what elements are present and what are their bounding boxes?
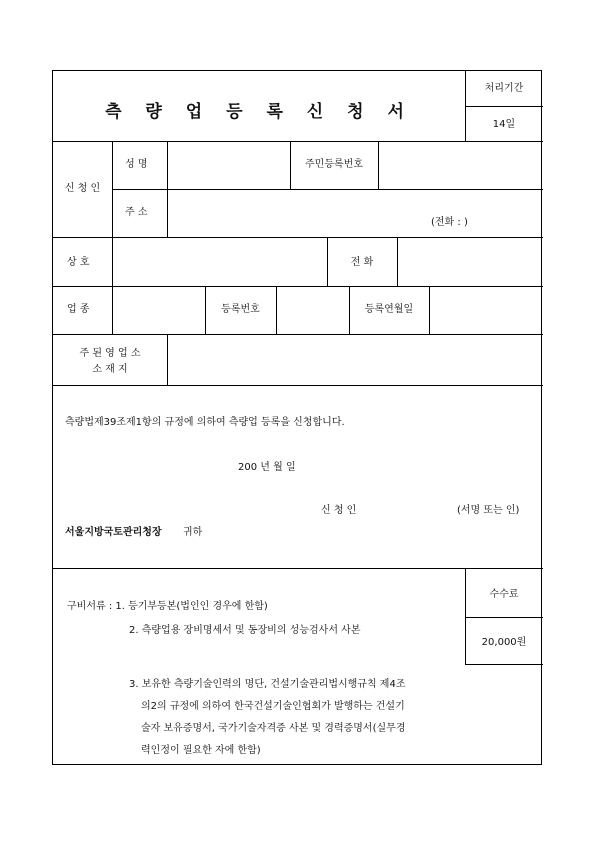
divider [53, 237, 543, 238]
divider [112, 189, 543, 190]
processing-period-value: 14일 [492, 119, 516, 130]
divider [465, 568, 466, 664]
main-office-label: 주 된 영 업 소 [79, 348, 141, 359]
trade-name-field[interactable] [114, 239, 326, 283]
resident-number-field[interactable] [380, 143, 540, 187]
divider [276, 286, 277, 334]
signer-label: 신 청 인 [321, 505, 357, 516]
required-documents-item-3-line: 술자 보유증명서, 국가기술자격증 사본 및 경력증명서(실무경 [141, 723, 406, 734]
divider [53, 286, 543, 287]
addressee-honorific: 귀하 [183, 527, 203, 538]
business-phone-label: 전 화 [350, 257, 374, 268]
location-label: 소 재 지 [92, 364, 128, 375]
divider [429, 286, 430, 334]
address-phone-note: (전화 : ) [431, 217, 468, 228]
divider [53, 385, 543, 386]
registration-date-field[interactable] [431, 288, 539, 332]
signature-note: (서명 또는 인) [457, 505, 520, 516]
divider [167, 334, 168, 385]
addressee: 서울지방국토관리청장 [65, 527, 162, 538]
resident-number-label: 주민등록번호 [305, 159, 363, 170]
required-documents-item-2: 2. 측량업용 장비명세서 및 동장비의 성능검사서 사본 [129, 625, 361, 636]
divider [53, 141, 543, 142]
required-documents-item-1: 구비서류 : 1. 등기부등본(법인인 경우에 한함) [67, 601, 268, 612]
address-field[interactable] [169, 191, 539, 235]
divider [465, 664, 543, 665]
signature-field[interactable] [371, 499, 451, 521]
divider [53, 334, 543, 335]
trade-name-label: 상 호 [67, 257, 90, 268]
business-phone-field[interactable] [399, 239, 539, 283]
fee-value: 20,000원 [481, 637, 527, 648]
divider [378, 141, 379, 189]
application-statement: 측량법제39조제1항의 규정에 의하여 측량업 등록을 신청합니다. [65, 417, 345, 428]
required-documents-item-3-line: 3. 보유한 측량기술인력의 명단, 건설기술관리법시행규칙 제4조 [129, 679, 406, 690]
registration-number-label: 등록번호 [221, 304, 260, 315]
name-field[interactable] [169, 143, 289, 187]
applicant-group-label: 신 청 인 [64, 183, 101, 194]
form-title: 측 량 업 등 록 신 청 서 [105, 102, 413, 122]
address-label: 주 소 [125, 207, 148, 218]
registration-number-field[interactable] [278, 288, 348, 332]
processing-period-label: 처리기간 [484, 83, 524, 94]
industry-type-field[interactable] [114, 288, 204, 332]
name-label: 성 명 [125, 159, 148, 170]
divider [397, 237, 398, 286]
application-date: 200 년 월 일 [238, 462, 296, 473]
industry-type-label: 업 종 [67, 304, 90, 315]
fee-label: 수수료 [489, 589, 519, 600]
divider [465, 617, 543, 618]
registration-date-label: 등록연월일 [364, 304, 414, 315]
divider [465, 106, 543, 107]
registration-form [52, 70, 542, 765]
required-documents-item-3-line: 의2의 규정에 의하여 한국건설기술인협회가 발행하는 건설기 [141, 701, 405, 712]
required-documents-item-3-line: 력인정이 필요한 자에 한함) [141, 745, 261, 756]
divider [53, 568, 543, 569]
office-location-field[interactable] [169, 336, 539, 382]
